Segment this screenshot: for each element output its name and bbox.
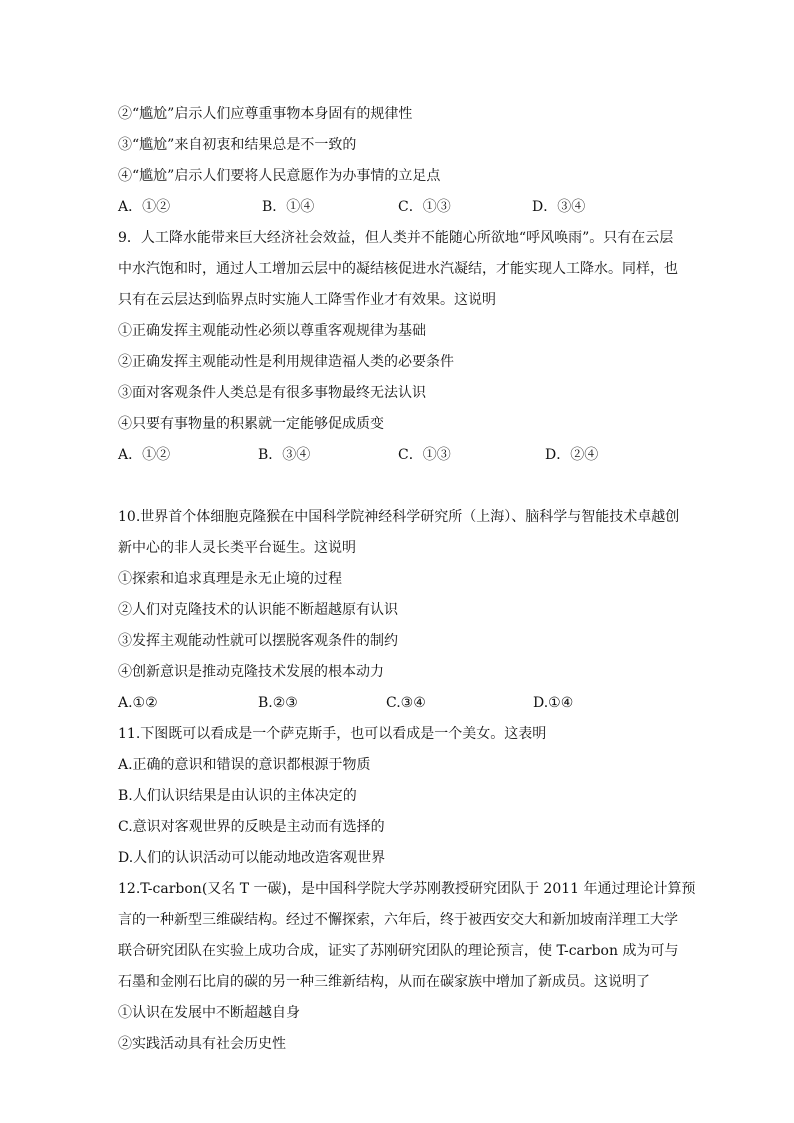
q9-option-b: B．③④ xyxy=(258,447,311,463)
q12-statement-2: ②实践活动具有社会历史性 xyxy=(118,1036,286,1052)
q8-statement-2: ②“尴尬”启示人们应尊重事物本身固有的规律性 xyxy=(118,106,413,122)
q9-statement-3: ③面对客观条件人类总是有很多事物最终无法认识 xyxy=(118,385,426,401)
q9-option-c: C．①③ xyxy=(398,447,451,463)
q10-option-d: D.①④ xyxy=(533,695,574,711)
q8-option-b: B．①④ xyxy=(262,199,315,215)
q9-stem-line-3: 只有在云层达到临界点时实施人工降雪作业才有效果。这说明 xyxy=(118,292,496,308)
q8-option-d: D．③④ xyxy=(532,199,586,215)
q9-statement-4: ④只要有事物量的积累就一定能够促成质变 xyxy=(118,416,384,432)
q10-statement-4: ④创新意识是推动克隆技术发展的根本动力 xyxy=(118,664,384,680)
q8-statement-4: ④“尴尬”启示人们要将人民意愿作为办事情的立足点 xyxy=(118,168,441,184)
q11-stem: 11.下图既可以看成是一个萨克斯手，也可以看成是一个美女。这表明 xyxy=(118,726,547,742)
q10-stem-line-2: 新中心的非人灵长类平台诞生。这说明 xyxy=(118,540,356,556)
q11-choice-b: B.人们认识结果是由认识的主体决定的 xyxy=(118,788,357,804)
q9-statement-1: ①正确发挥主观能动性必须以尊重客观规律为基础 xyxy=(118,323,426,339)
q10-statement-1: ①探索和追求真理是永无止境的过程 xyxy=(118,571,342,587)
q10-statement-2: ②人们对克隆技术的认识能不断超越原有认识 xyxy=(118,602,398,618)
q9-option-a: A．①② xyxy=(118,447,171,463)
q8-option-a: A．①② xyxy=(118,199,171,215)
q9-stem-line-2: 中水汽饱和时，通过人工增加云层中的凝结核促进水汽凝结，才能实现人工降水。同样，也 xyxy=(118,261,678,277)
q8-option-c: C．①③ xyxy=(398,199,451,215)
q9-statement-2: ②正确发挥主观能动性是利用规律造福人类的必要条件 xyxy=(118,354,454,370)
q12-stem-line-1: 12.T-carbon(又名 T 一碳)，是中国科学院大学苏刚教授研究团队于 2011 年通过理论计算预 xyxy=(118,881,696,897)
q10-option-c: C.③④ xyxy=(386,695,426,711)
q11-choice-d: D.人们的认识活动可以能动地改造客观世界 xyxy=(118,850,386,866)
q12-statement-1: ①认识在发展中不断超越自身 xyxy=(118,1005,300,1021)
q11-choice-c: C.意识对客观世界的反映是主动而有选择的 xyxy=(118,819,385,835)
q10-statement-3: ③发挥主观能动性就可以摆脱客观条件的制约 xyxy=(118,633,398,649)
q9-stem-line-1: 9．人工降水能带来巨大经济社会效益，但人类并不能随心所欲地“呼风唤雨”。只有在云层 xyxy=(118,230,674,246)
q8-statement-3: ③“尴尬”来自初衷和结果总是不一致的 xyxy=(118,137,357,153)
q10-option-b: B.②③ xyxy=(258,695,298,711)
q12-stem-line-2: 言的一种新型三维碳结构。经过不懈探索，六年后，终于被西安交大和新加坡南洋理工大学 xyxy=(118,912,678,928)
q12-stem-line-4: 石墨和金刚石比肩的碳的另一种三维新结构，从而在碳家族中增加了新成员。这说明了 xyxy=(118,974,650,990)
q9-option-d: D．②④ xyxy=(545,447,599,463)
q10-stem-line-1: 10.世界首个体细胞克隆猴在中国科学院神经科学研究所（上海）、脑科学与智能技术卓越创 xyxy=(118,509,680,525)
q12-stem-line-3: 联合研究团队在实验上成功合成，证实了苏刚研究团队的理论预言，使 T-carbon 成为可与 xyxy=(118,943,679,959)
q10-option-a: A.①② xyxy=(118,695,158,711)
q11-choice-a: A.正确的意识和错误的意识都根源于物质 xyxy=(118,757,371,773)
